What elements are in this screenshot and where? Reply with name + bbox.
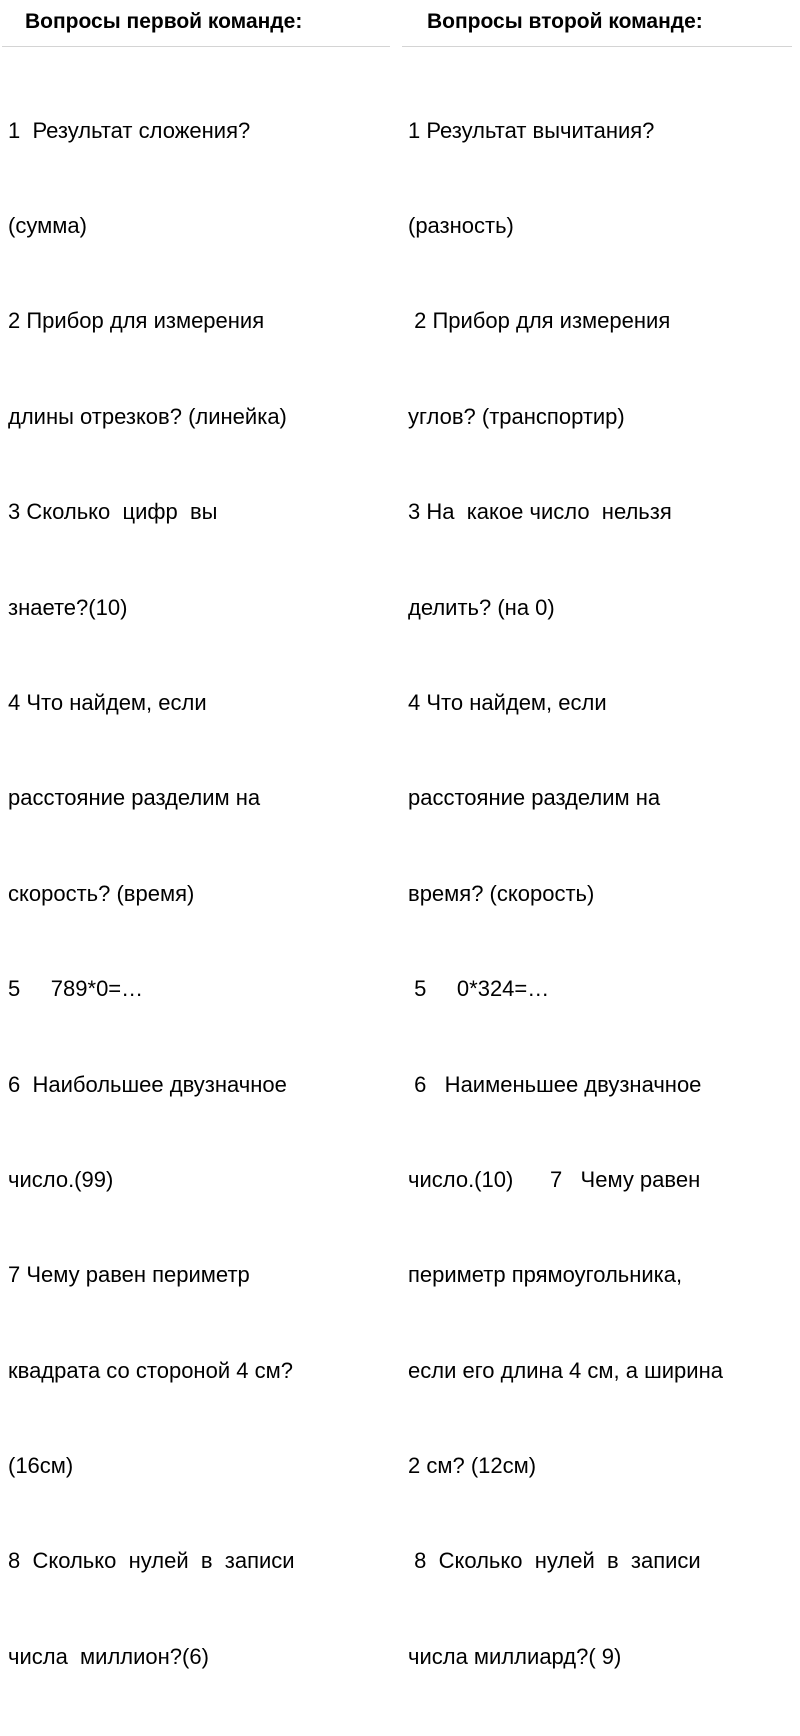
question-line: 1 Результат сложения? (8, 117, 251, 143)
question-line: 8 Сколько нулей в записи (408, 1548, 701, 1574)
first-team-questions (8, 51, 398, 1736)
second-team-divider (402, 46, 792, 47)
question-line: периметр прямоугольника, (408, 1262, 683, 1288)
question-line: квадрата со стороной 4 см? (8, 1357, 293, 1383)
question-line: если его длина 4 см, а ширина (408, 1357, 723, 1383)
question-line: 5 789*0=… (8, 976, 144, 1002)
second-team-questions (408, 51, 798, 1736)
first-team-header: Вопросы первой команде: (25, 10, 303, 33)
question-line: 8 Сколько нулей в записи (8, 1548, 295, 1574)
question-line: 1 Результат вычитания? (408, 117, 655, 143)
question-line: расстояние разделим на (8, 785, 261, 811)
question-line: число.(10) 7 Чему равен (408, 1166, 701, 1192)
question-line: 3 На какое число нельзя (408, 499, 672, 525)
question-line: время? (скорость) (408, 880, 595, 906)
question-line: 6 Наименьшее двузначное (408, 1071, 702, 1097)
question-line: числа миллиард?( 9) (408, 1643, 622, 1669)
question-line: число.(99) (8, 1166, 114, 1192)
question-line: расстояние разделим на (408, 785, 661, 811)
question-line: углов? (транспортир) (408, 403, 625, 429)
second-team-header: Вопросы второй команде: (427, 10, 703, 33)
question-line: скорость? (время) (8, 880, 195, 906)
question-line: знаете?(10) (8, 594, 128, 620)
question-line: 5 0*324=… (408, 976, 550, 1002)
first-team-divider (2, 46, 390, 47)
question-line: 7 Чему равен периметр (8, 1262, 250, 1288)
question-line: (разность) (408, 212, 514, 238)
question-line: (16см) (8, 1453, 74, 1479)
question-line: 2 Прибор для измерения (8, 308, 265, 334)
question-line: делить? (на 0) (408, 594, 555, 620)
question-line: 4 Что найдем, если (408, 689, 607, 715)
question-line: длины отрезков? (линейка) (8, 403, 287, 429)
question-line: 6 Наибольшее двузначное (8, 1071, 287, 1097)
question-line: 2 Прибор для измерения (408, 308, 671, 334)
question-line: числа миллион?(6) (8, 1643, 209, 1669)
question-line: (сумма) (8, 212, 87, 238)
question-line: 4 Что найдем, если (8, 689, 207, 715)
question-line: 2 см? (12см) (408, 1453, 537, 1479)
question-line: 3 Сколько цифр вы (8, 499, 218, 525)
